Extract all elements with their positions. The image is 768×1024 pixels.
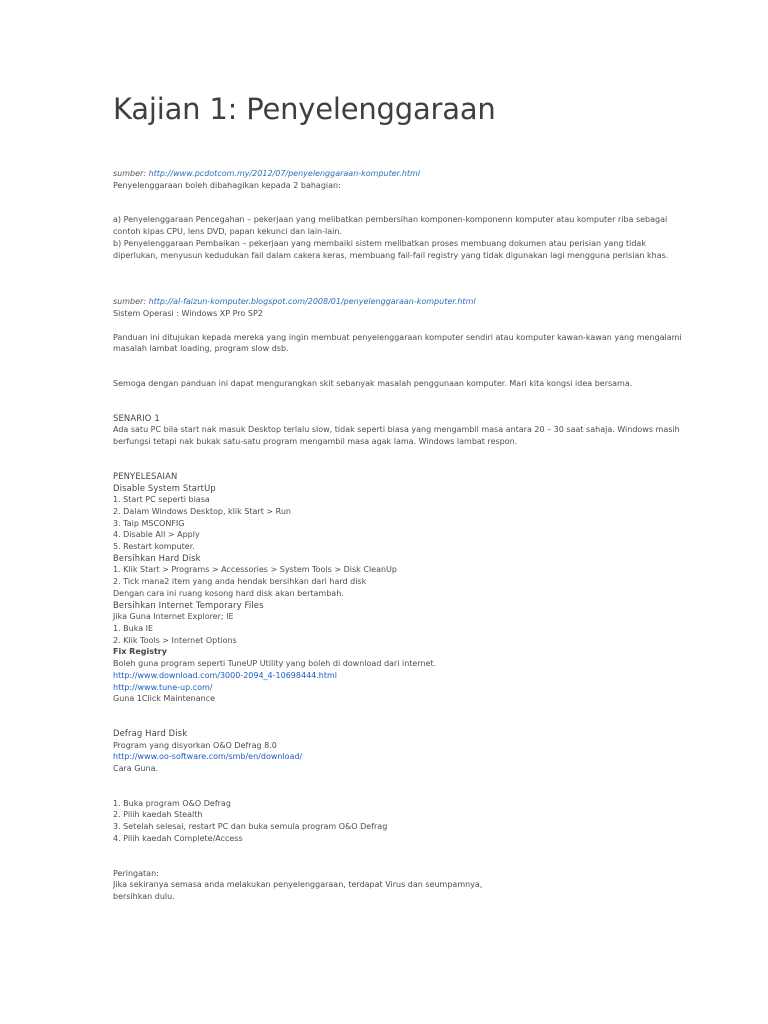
scenario-line: berfungsi tetapi nak bukak satu-satu program mengambil masa agak lama. Windows lambat respon.	[113, 437, 518, 447]
source-line-2	[113, 296, 658, 308]
startup-step: 3. Taip MSCONFIG	[113, 518, 185, 528]
spacer	[113, 261, 658, 296]
startup-step: 4. Disable All > Apply	[113, 530, 200, 540]
type-line: b) Penyelenggaraan Pembaikan – pekerjaan yang membaiki sistem melibatkan proses membuang dokumen atau perisian yang tidak	[113, 238, 646, 248]
tuneup-link[interactable]: http://www.tune-up.com/	[113, 682, 213, 692]
defrag-text: Program yang disyorkan O&O Defrag 8.0	[113, 740, 277, 750]
source-label: sumber:	[113, 169, 147, 178]
registry-after: Guna 1Click Maintenance	[113, 694, 215, 704]
spacer	[113, 705, 658, 728]
defrag-step: 1. Buka program O&O Defrag	[113, 798, 231, 808]
disk-step: Dengan cara ini ruang kosong hard disk akan bertambah.	[113, 588, 344, 598]
download-link[interactable]: http://www.download.com/3000-2094_4-10698444.html	[113, 670, 338, 680]
spacer	[113, 845, 658, 868]
temp-step: Jika Guna Internet Explorer; IE	[113, 612, 234, 622]
source-link-2[interactable]: http://al-faizun-komputer.blogspot.com/2008/01/penyelenggaraan-komputer.html	[148, 297, 476, 307]
warning-line: bersihkan dulu.	[113, 891, 175, 901]
warning-line: Jika sekiranya semasa anda melakukan penyelenggaraan, terdapat Virus dan seumpamnya,	[113, 880, 483, 890]
defrag-step: 2. Pilih kaedah Stealth	[113, 810, 203, 820]
type-line: contoh kipas CPU, lens DVD, papan kekunci dan lain-lain.	[113, 227, 342, 237]
spacer	[113, 320, 658, 332]
spacer	[113, 448, 658, 471]
source-label: sumber:	[113, 297, 147, 307]
spacer	[113, 191, 658, 214]
startup-step: 1. Start PC seperti biasa	[113, 495, 210, 505]
startup-step: 5. Restart komputer.	[113, 542, 195, 552]
temp-step: 1. Buka IE	[113, 623, 154, 633]
page-title: Kajian 1: Penyelenggaraan	[113, 92, 496, 126]
disk-heading: Bersihkan Hard Disk	[113, 552, 201, 563]
spacer	[113, 355, 658, 378]
source-link-1[interactable]: http://www.pcdotcom.my/2012/07/penyelenggaraan-komputer.html	[148, 169, 420, 178]
disk-step: 2. Tick mana2 item yang anda hendak bersihkan dari hard disk	[113, 577, 367, 587]
guide-line: Panduan ini ditujukan kepada mereka yang ingin membuat penyelenggaraan komputer sendiri atau komputer kawan-kawan yang mengalami	[113, 332, 682, 342]
spacer	[113, 390, 658, 413]
oo-software-link[interactable]: http://www.oo-software.com/smb/en/download/	[113, 752, 303, 762]
registry-text: Boleh guna program seperti TuneUP Utility yang boleh di download dari internet.	[113, 659, 437, 669]
source-line-1	[113, 168, 658, 180]
defrag-how: Cara Guna.	[113, 764, 159, 774]
guide-line: masalah lambat loading, program slow dsb.	[113, 344, 289, 354]
solution-heading: PENYELESAIAN	[113, 470, 178, 481]
scenario-heading: SENARIO 1	[113, 412, 160, 423]
type-line: diperlukan, menyusun kedudukan fail dalam cakera keras, membuang fail-fail registry yang tidak digunakan lagi mengguna perisian khas.	[113, 250, 669, 260]
scenario-line: Ada satu PC bila start nak masuk Desktop terlalu slow, tidak seperti biasa yang mengambil masa antara 20 – 30 saat sahaja. Windows masih	[113, 425, 680, 435]
registry-heading: Fix Registry	[113, 647, 167, 657]
warning-heading: Peringatan:	[113, 868, 159, 878]
os-text: Sistem Operasi : Windows XP Pro SP2	[113, 308, 263, 318]
spacer	[113, 775, 658, 798]
defrag-heading: Defrag Hard Disk	[113, 727, 188, 738]
temp-heading: Bersihkan Internet Temporary Files	[113, 599, 264, 610]
startup-step: 2. Dalam Windows Desktop, klik Start > Run	[113, 506, 291, 516]
defrag-step: 3. Setelah selesai, restart PC dan buka semula program O&O Defrag	[113, 822, 388, 832]
document-body	[113, 168, 682, 903]
hope-text: Semoga dengan panduan ini dapat mengurangkan skit sebanyak masalah penggunaan komputer. Mari kita kongsi idea bersama.	[113, 379, 633, 389]
disk-step: 1. Klik Start > Programs > Accessories > System Tools > Disk CleanUp	[113, 565, 397, 575]
type-line: a) Penyelenggaraan Pencegahan – pekerjaan yang melibatkan pembersihan komponen-komponenn komputer atau komputer riba sebagai	[113, 215, 668, 225]
startup-heading: Disable System StartUp	[113, 482, 216, 493]
intro-text: Penyelenggaraan boleh dibahagikan kepada 2 bahagian:	[113, 180, 341, 190]
temp-step: 2. Klik Tools > Internet Options	[113, 635, 237, 645]
defrag-step: 4. Pilih kaedah Complete/Access	[113, 833, 243, 843]
